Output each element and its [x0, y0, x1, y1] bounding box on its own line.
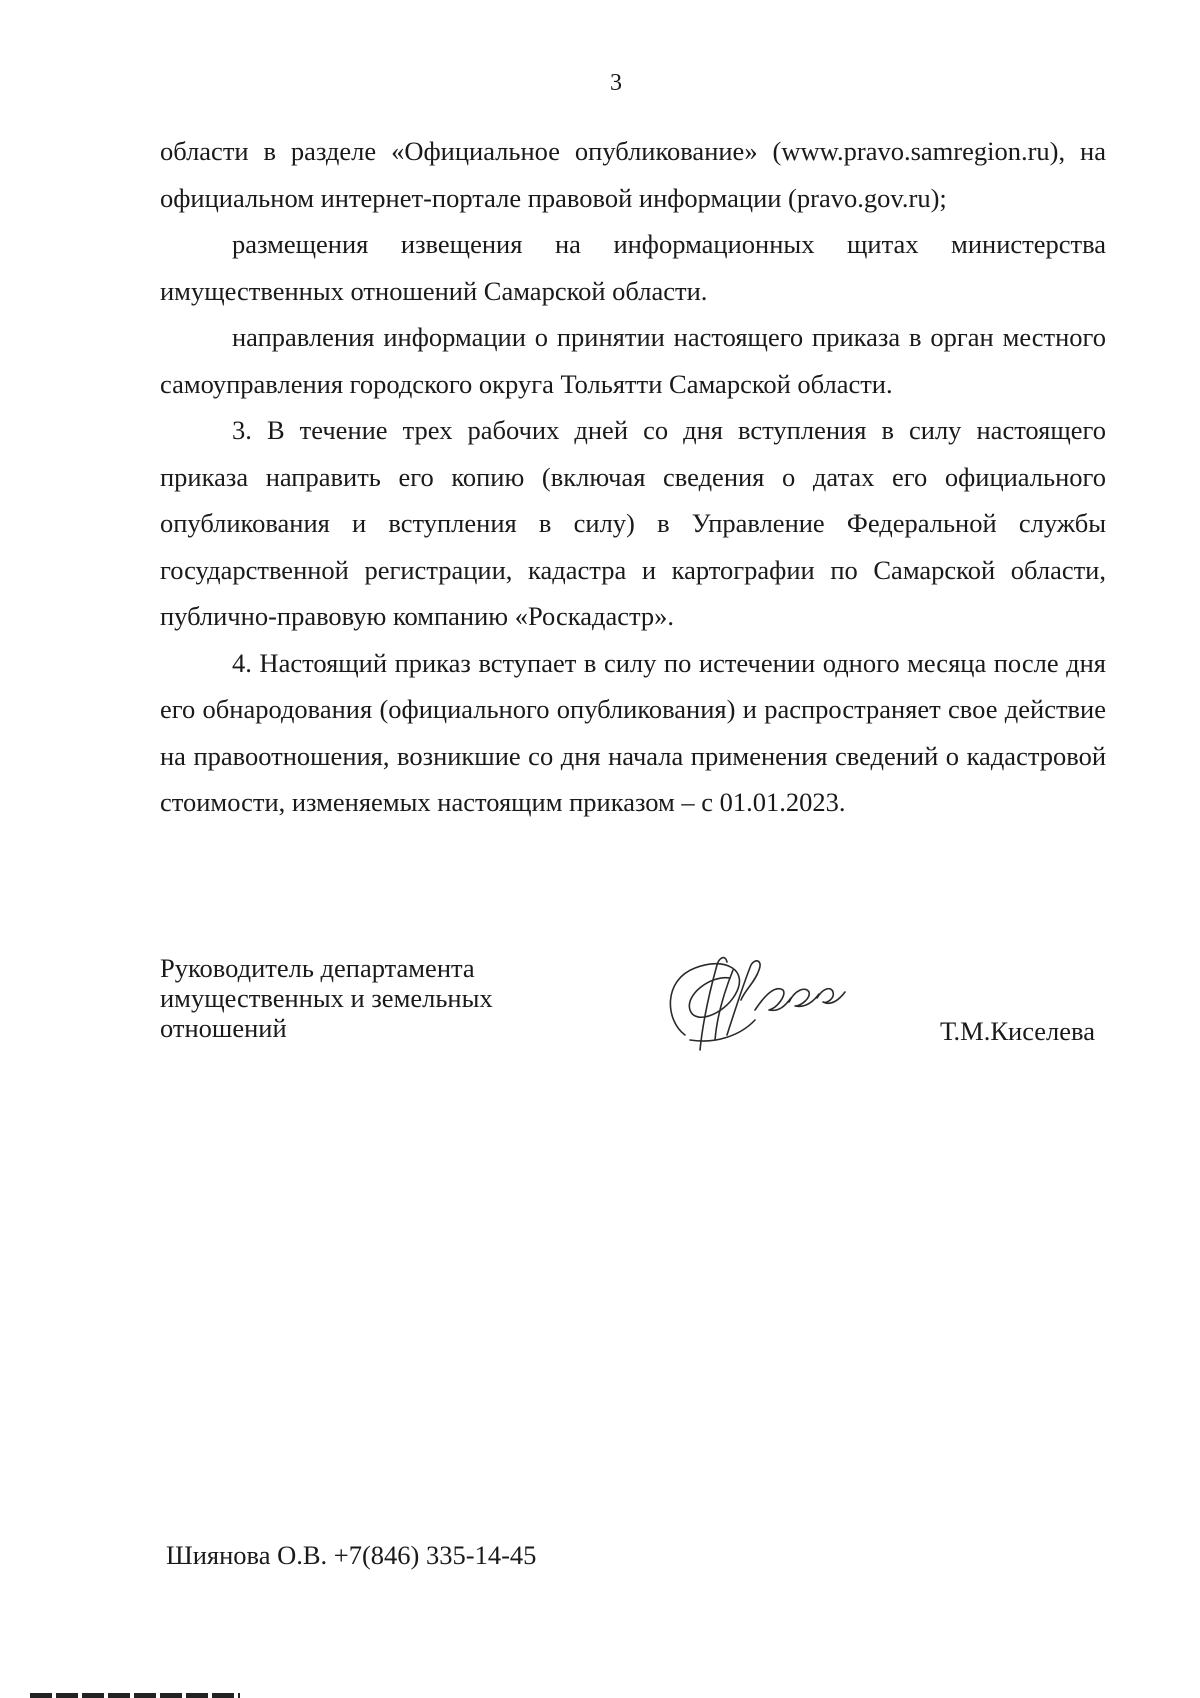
paragraph-item-3: 3. В течение трех рабочих дней со дня вступления в силу настоящего приказа направить его копию (включая сведения о датах его официального опубликования и вступления в силу) в Управление Федеральной службы государственной регистрации, кадастра и картографии по Самарской области, публично-правовую компанию «Роскадастр». [160, 415, 1106, 631]
signer-position-line: имущественных и земельных [160, 983, 493, 1013]
executor-contact: Шиянова О.В. +7(846) 335-14-45 [166, 1540, 537, 1570]
signer-position-line: отношений [160, 1013, 287, 1043]
paragraph-publication-continued: области в разделе «Официальное опубликование» (www.pravo.samregion.ru), на официальном интернет-портале правовой информации (pravo.gov.ru); [160, 136, 1106, 213]
scan-edge-mark [30, 1693, 240, 1698]
signer-name: Т.М.Киселева [940, 1016, 1095, 1046]
handwritten-signature [655, 940, 855, 1060]
signer-position-line: Руководитель департамента [160, 953, 475, 983]
page-number: 3 [610, 70, 622, 96]
document-body [160, 128, 1106, 826]
paragraph-notice-boards: размещения извещения на информационных щитах министерства имущественных отношений Самарской области. [160, 229, 1106, 306]
signer-position [160, 953, 493, 1043]
paragraph-local-government: направления информации о принятии настоящего приказа в орган местного самоуправления городского округа Тольятти Самарской области. [160, 322, 1106, 399]
paragraph-item-4: 4. Настоящий приказ вступает в силу по истечении одного месяца после дня его обнародования (официального опубликования) и распространяет свое действие на правоотношения, возникшие со дня начала применения сведений о кадастровой стоимости, изменяемых настоящим приказом – с 01.01.2023. [160, 647, 1106, 817]
